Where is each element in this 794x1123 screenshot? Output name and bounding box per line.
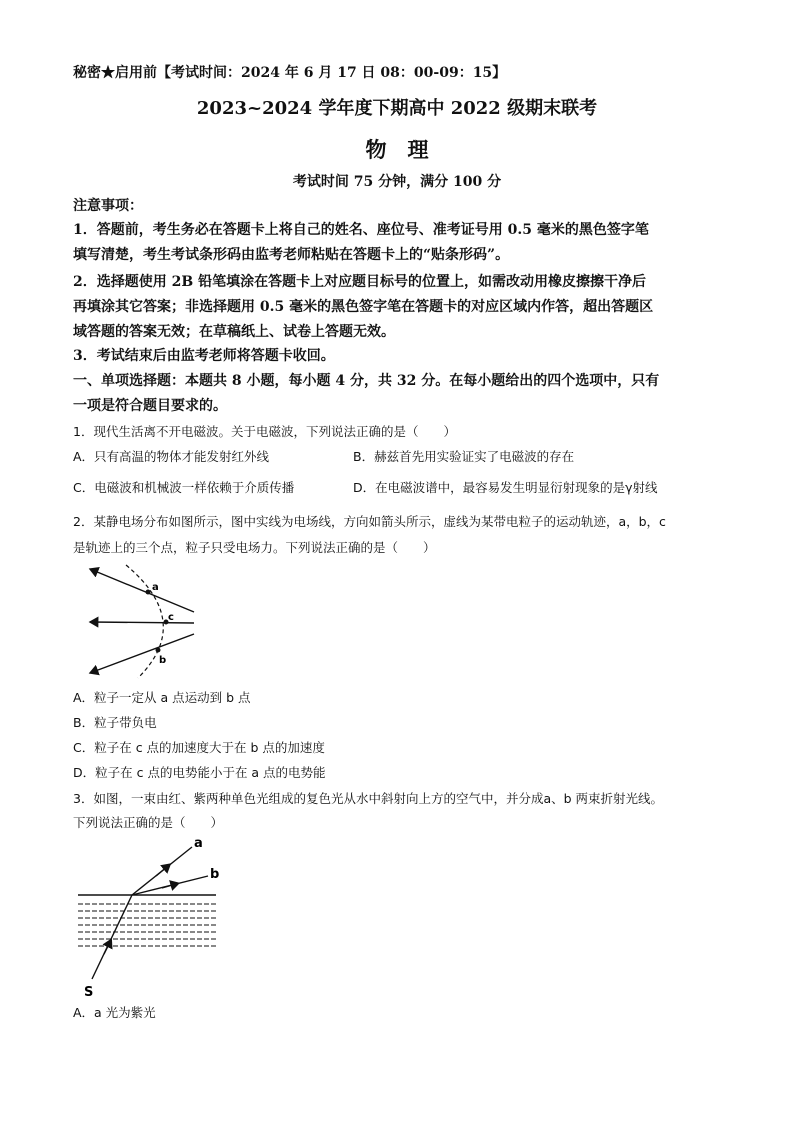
electric-field-figure <box>82 562 202 680</box>
label-a: a <box>194 836 203 851</box>
ray-a-arrow <box>156 866 168 876</box>
label-b: b <box>159 655 167 666</box>
q1-option-d: D．在电磁波谱中，最容易发生明显衍射现象的是γ射线 <box>353 480 658 495</box>
section-heading-cont: 一项是符合题目要求的。 <box>73 398 227 414</box>
q2-option-a: A．粒子一定从 a 点运动到 b 点 <box>73 690 251 705</box>
exam-title: 2023~2024 学年度下期高中 2022 级期末联考 <box>196 98 598 119</box>
q3-stem: 3．如图，一束由红、紫两种单色光组成的复色光从水中斜射向上方的空气中，并分成a、b 两束折射光线。 <box>73 791 664 806</box>
field-line-upper <box>90 569 194 612</box>
note-line: 1．答题前，考生务必在答题卡上将自己的姓名、座位号、准考证号用 0.5 毫米的黑色签字笔 <box>73 222 649 238</box>
point-b <box>156 648 161 653</box>
point-a <box>146 590 151 595</box>
q3-option-a: A．a 光为紫光 <box>73 1005 156 1020</box>
q1-option-b: B．赫兹首先用实验证实了电磁波的存在 <box>353 449 575 464</box>
q1-option-a: A．只有高温的物体才能发射红外线 <box>73 449 270 464</box>
subject-title: 物 理 <box>365 137 429 162</box>
q3-stem-cont: 下列说法正确的是（ ） <box>73 815 224 830</box>
time-score: 考试时间 75 分钟，满分 100 分 <box>292 174 502 190</box>
note-line: 再填涂其它答案；非选择题用 0.5 毫米的黑色签字笔在答题卡的对应区域内作答，超出答题区 <box>73 299 654 315</box>
note-line: 2．选择题使用 2B 铅笔填涂在答题卡上对应题目标号的位置上，如需改动用橡皮擦擦干净后 <box>73 274 647 290</box>
notes-heading: 注意事项： <box>73 198 143 214</box>
q2-option-d: D．粒子在 c 点的电势能小于在 a 点的电势能 <box>73 765 326 780</box>
section-heading: 一、单项选择题：本题共 8 小题，每小题 4 分，共 32 分。在每小题给出的四个选项中，只有 <box>73 373 660 389</box>
q2-option-b: B．粒子带负电 <box>73 715 157 730</box>
label-a: a <box>152 582 159 593</box>
label-s: S <box>84 985 94 1000</box>
q1-option-c: C．电磁波和机械波一样依赖于介质传播 <box>73 480 295 495</box>
ray-b-arrow <box>162 884 176 888</box>
water-region <box>78 904 216 946</box>
q2-option-c: C．粒子在 c 点的加速度大于在 b 点的加速度 <box>73 740 325 755</box>
label-b: b <box>210 867 220 882</box>
note-line: 域答题的答案无效；在草稿纸上、试卷上答题无效。 <box>73 324 395 340</box>
note-line: 3．考试结束后由监考老师将答题卡收回。 <box>73 348 335 364</box>
incident-arrow <box>104 942 110 954</box>
note-line: 填写清楚，考生考试条形码由监考老师粘贴在答题卡上的“贴条形码”。 <box>73 247 510 263</box>
secret-line: 秘密★启用前【考试时间：2024 年 6 月 17 日 08：00-09：15】 <box>73 65 507 81</box>
refraction-figure <box>76 834 226 1002</box>
field-line-lower <box>90 634 194 673</box>
q2-stem: 2．某静电场分布如图所示，图中实线为电场线，方向如箭头所示，虚线为某带电粒子的运动轨迹，a，b，c <box>73 514 666 529</box>
q1-stem: 1．现代生活离不开电磁波。关于电磁波，下列说法正确的是（ ） <box>73 424 456 439</box>
label-c: c <box>168 612 174 623</box>
incident-ray <box>92 895 132 979</box>
q2-stem-cont: 是轨迹上的三个点，粒子只受电场力。下列说法正确的是（ ） <box>73 540 436 555</box>
field-line-middle <box>90 622 194 623</box>
